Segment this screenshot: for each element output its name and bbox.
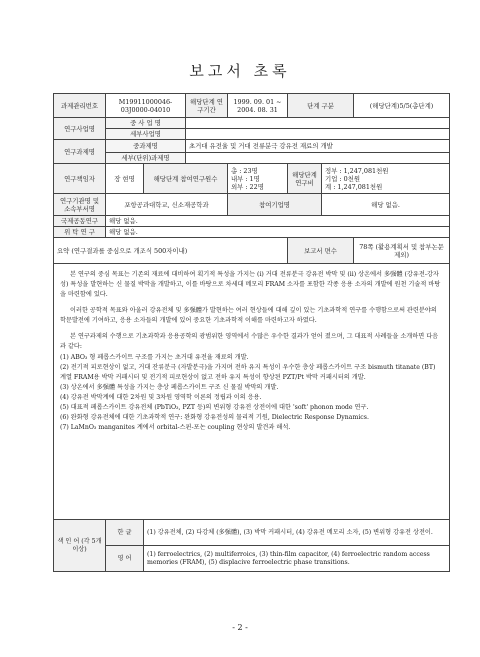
summary-body <box>54 264 450 520</box>
researcher-internal: 내부 : 1명 <box>231 174 260 183</box>
middle-program-value <box>186 118 450 129</box>
researcher-total: 총 : 23명 <box>231 166 258 175</box>
project-label: 연구과제명 <box>54 140 106 164</box>
stage-label: 단계 구분 <box>288 94 354 118</box>
period-value: 1999. 09. 01 ~ 2004. 08. 31 <box>228 94 288 118</box>
company-value: 해당 없음. <box>322 194 450 216</box>
consign-label: 위 탁 연 구 <box>54 227 106 238</box>
fund-label: 해당단계 연구비 <box>288 164 322 194</box>
result-item: (5) 대표적 페롭스카이트 강유전체 (PbTiO₃, PZT 등)의 변위형 강유전 상전이에 대한 'soft' phonon mode 연구. <box>60 404 369 412</box>
middle-program-label: 중 사 업 명 <box>106 118 186 129</box>
fund-sum: 계 : 1,247,081천원 <box>325 182 383 191</box>
org-name: 포항공과대학교, 신소재공학과 <box>106 194 228 216</box>
researcher-name: 장 현명 <box>106 164 144 194</box>
consign-value: 해당 없음. <box>106 227 450 238</box>
summary-paragraph-1: 본 연구의 중심 목표는 기존의 재료에 대비하여 획기적 특성을 가지는 (i) 거대 전류분극 강유전 박막 및 (ii) 상온에서 多强體 (강유전-강자성) 특성을 발현하는 신 물질 박막을 개발하고, 이를 바탕으로 차세대 메모리 FRAM 소자를 포함한 각종 응용 소자의 개발에 원천 기술적 바탕을 마련함에 있다. <box>60 271 441 298</box>
sub-program-value <box>186 129 450 140</box>
researcher-external: 외부 : 22명 <box>231 182 264 191</box>
researcher-label: 연구책임자 <box>54 164 106 194</box>
result-item: (3) 상온에서 多强體 특성을 가지는 층상 페롭스카이트 구조 신 물질 박막의 개발. <box>60 384 279 392</box>
abstract-table <box>53 93 450 572</box>
intl-value: 해당 없음. <box>106 216 450 227</box>
keywords-label: 색 인 어 (각 5개 이상) <box>54 520 106 572</box>
mgmt-number: M19911000046-03J0000-04010 <box>106 94 186 118</box>
company-label: 참여기업명 <box>228 194 322 216</box>
mgmt-label: 과제관리번호 <box>54 94 106 118</box>
org-label: 연구기관명 및 소속부서명 <box>54 194 106 216</box>
result-item: (1) ABO₃ 형 페롭스카이트 구조를 가지는 초거대 유전율 재료의 개발. <box>60 354 249 362</box>
stage-value: (해당단계)5/5(총단계) <box>354 94 450 118</box>
sub-program-label: 세부사업명 <box>106 129 186 140</box>
middle-project-value: 초거대 유전율 및 거대 전류분극 강유전 재료의 개발 <box>186 140 450 153</box>
summary-label: 요약 (연구결과를 중심으로 개조식 500자이내) <box>54 238 288 264</box>
period-label: 해당단계 연구기간 <box>186 94 228 118</box>
result-item: (7) LaMnO₃ manganites 계에서 orbital-스핀-포논 coupling 현상의 발견과 해석. <box>60 423 291 431</box>
keywords-ko: (1) 강유전체, (2) 다강체 (多强體), (3) 박막 커패시터, (4) 강유전 메모리 소자, (5) 변위형 강유전 상전이. <box>144 520 450 546</box>
summary-paragraph-2: 이러한 공학적 목표와 아울러 강유전체 및 多强體가 발현하는 여러 현상들에 대해 깊이 있는 기초과학적 연구를 수행함으로써 관련분야의 학문발전에 기여하고, 응용 소자들의 개발에 있어 중요한 기초과학적 이해를 마련하고자 하였다. <box>60 306 437 324</box>
result-item: (6) 완화형 강유전체에 대한 기초과학적 연구: 완화형 강유전성의 물리적 기원, Dielectric Response Dynamics. <box>60 413 369 421</box>
result-item: (4) 강유전 박막계에 대한 2차원 및 3차원 영역학 이론의 정립과 이의 응용. <box>60 394 262 402</box>
sub-project-label: 세부(단위)과제명 <box>106 153 186 164</box>
sub-project-value <box>186 153 450 164</box>
researcher-count-label: 해당단계 참여연구원수 <box>144 164 228 194</box>
result-item: (2) 전기적 피로현상이 없고, 거대 잔류분극 (자발분극)을 가지며 전하 유지 특성이 우수한 층상 페롭스카이트 구조 bismuth titanate (BT) 계열 FRAM용 박막 커패시터 및 전기적 피로현상이 없고 전하 유지 특성이 향상된 PZT/Pt 박막 커패시터의 개발. <box>60 364 436 382</box>
fund-values <box>322 164 450 194</box>
keywords-en-label: 영 어 <box>106 546 144 572</box>
pages-value: 78쪽 (활용계획서 및 참부논문 제외) <box>354 238 450 264</box>
intl-label: 국제공동연구 <box>54 216 106 227</box>
fund-company: 기업 : 0천원 <box>325 174 360 183</box>
program-label: 연구사업명 <box>54 118 106 140</box>
keywords-ko-label: 한 글 <box>106 520 144 546</box>
page-number: - 2 - <box>232 623 248 632</box>
researcher-counts <box>228 164 288 194</box>
middle-project-label: 중과제명 <box>106 140 186 153</box>
summary-paragraph-3: 본 연구과제의 수행으로 기초과학과 응용공학의 광범위한 영역에서 수많은 우수한 결과가 얻어 졌으며, 그 대표적 사례들을 소개하면 다음과 같다: <box>60 332 439 350</box>
keywords-en: (1) ferroelectrics, (2) multiferroics, (3) thin-film capacitor, (4) ferroelectric random access memories (FRAM), (5) displacive ferroelectric phase transitions. <box>144 546 450 572</box>
pages-label: 보고서 면수 <box>288 238 354 264</box>
fund-gov: 정부 : 1,247,081천원 <box>325 166 389 175</box>
report-title: 보고서 초록 <box>189 62 291 80</box>
